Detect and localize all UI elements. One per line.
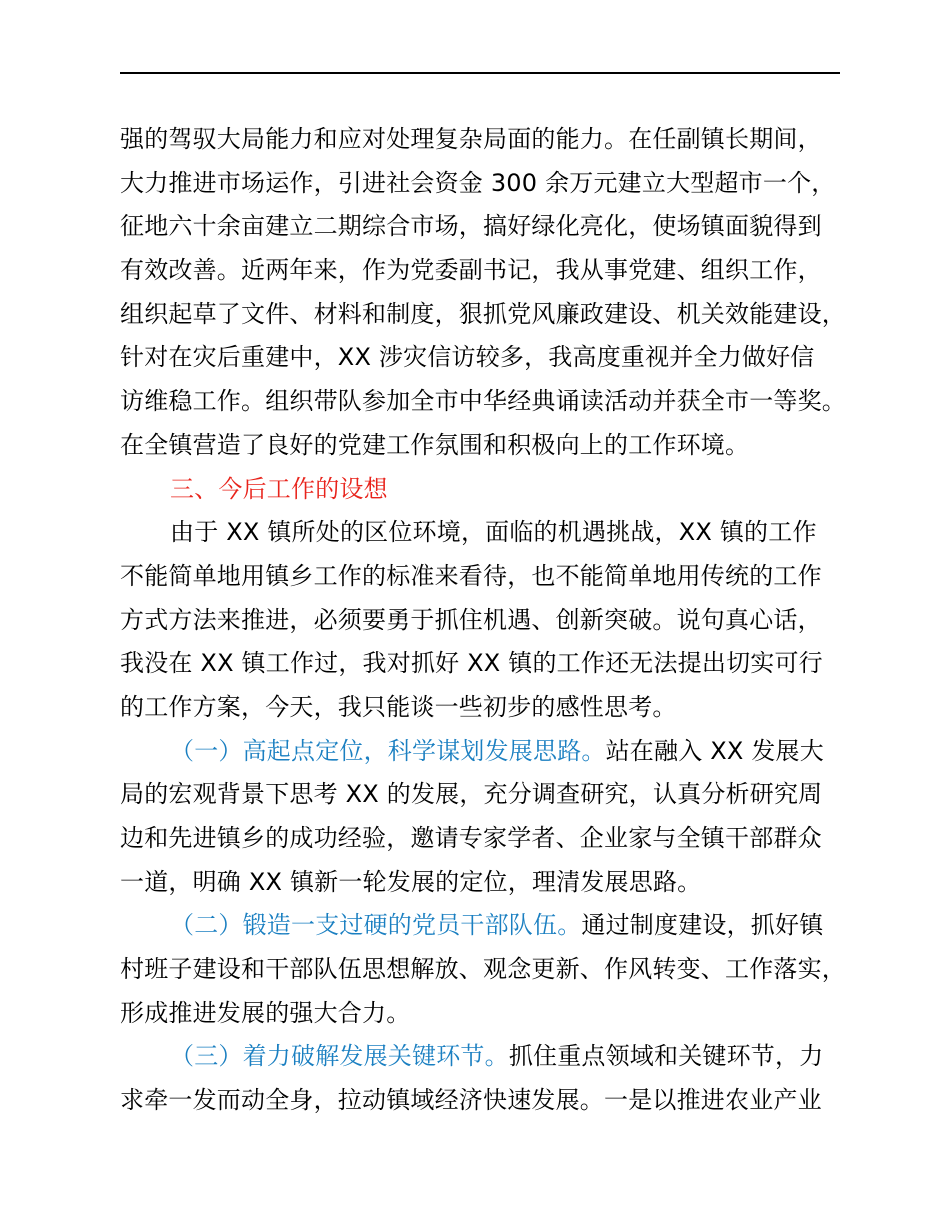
text-line: 形成推进发展的强大合力。 [120, 998, 411, 1027]
text-line: 边和先进镇乡的成功经验，邀请专家学者、企业家与全镇干部群众 [120, 824, 822, 852]
text-line: 大力推进市场运作，引进社会资金 300 余万元建立大型超市一个， [120, 168, 836, 197]
item-one [120, 730, 860, 905]
text-line: 强的驾驭大局能力和应对处理复杂局面的能力。在任副镇长期间， [120, 125, 822, 153]
text-line [120, 904, 860, 948]
document-body [120, 118, 860, 1123]
item-heading: （一）高起点定位，科学谋划发展思路。 [170, 736, 606, 765]
item-heading: （二）锻造一支过硬的党员干部队伍。 [170, 911, 582, 940]
item-text: 站在融入 XX 发展大 [605, 736, 824, 765]
text-line: 不能简单地用镇乡工作的标准来看待，也不能简单地用传统的工作 [120, 561, 822, 590]
text-line: 一道，明确 XX 镇新一轮发展的定位，理清发展思路。 [120, 867, 702, 896]
item-three [120, 1035, 860, 1122]
text-line: 方式方法来推进，必须要勇于抓住机遇、创新突破。说句真心话， [120, 605, 822, 634]
section-heading: 三、今后工作的设想 [170, 474, 388, 503]
text-line: 访维稳工作。组织带队参加全市中华经典诵读活动并获全市一等奖。 [120, 387, 846, 416]
text-line [120, 730, 860, 774]
text-line: 在全镇营造了良好的党建工作氛围和积极向上的工作环境。 [120, 430, 750, 459]
text-line: 有效改善。近两年来，作为党委副书记，我从事党建、组织工作， [120, 256, 822, 285]
text-line: 由于 XX 镇所处的区位环境，面临的机遇挑战，XX 镇的工作 [170, 518, 817, 547]
text-line: 征地六十余亩建立二期综合市场，搞好绿化亮化，使场镇面貌得到 [120, 212, 822, 241]
text-line: 的工作方案，今天，我只能谈一些初步的感性思考。 [120, 692, 677, 721]
item-text: 通过制度建设，抓好镇 [581, 911, 824, 940]
header-rule [120, 72, 840, 74]
item-text: 抓住重点领域和关键环节，力 [508, 1042, 824, 1071]
paragraph-plans-intro [120, 511, 860, 729]
text-line: 村班子建设和干部队伍思想解放、观念更新、作风转变、工作落实， [120, 955, 846, 984]
text-line: 针对在灾后重建中，XX 涉灾信访较多，我高度重视并全力做好信 [120, 343, 815, 372]
text-line [120, 1035, 860, 1079]
item-heading: （三）着力破解发展关键环节。 [170, 1042, 509, 1071]
paragraph-party-work [120, 118, 860, 468]
text-line: 求牵一发而动全身，拉动镇域经济快速发展。一是以推进农业产业 [120, 1086, 822, 1115]
item-two [120, 904, 860, 1035]
text-line: 组织起草了文件、材料和制度，狠抓党风廉政建设、机关效能建设， [120, 299, 846, 328]
text-line: 局的宏观背景下思考 XX 的发展，充分调查研究，认真分析研究周 [120, 780, 823, 809]
text-line: 我没在 XX 镇工作过，我对抓好 XX 镇的工作还无法提出切实可行 [120, 649, 823, 678]
